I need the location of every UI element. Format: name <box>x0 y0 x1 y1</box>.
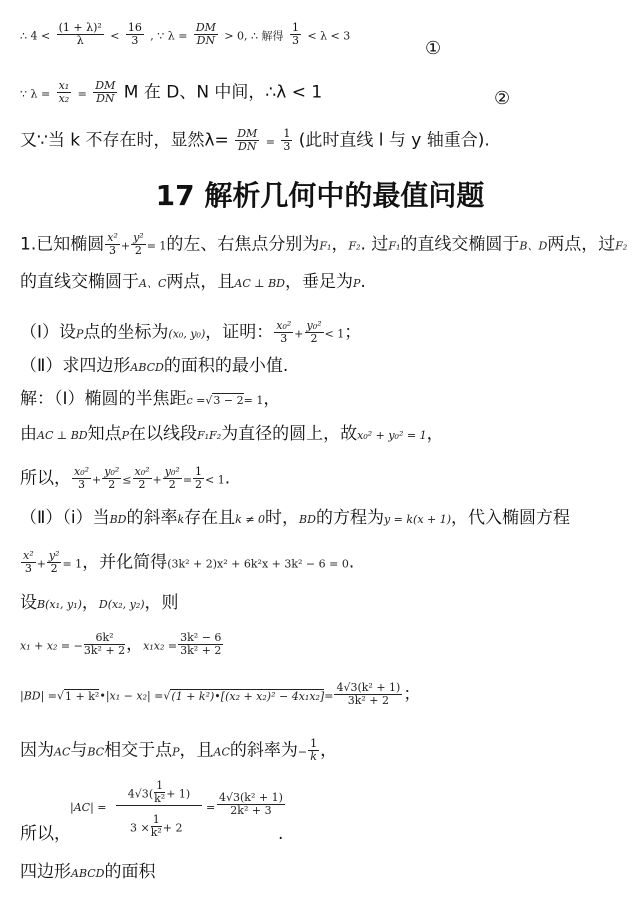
s10-pre: |AC| = <box>70 801 107 814</box>
s11-a: 四边形 <box>20 862 71 882</box>
ellipse-frac1: $\frac{\text{x²}}{3}$ <box>107 231 118 257</box>
s9-d: ，且 <box>179 740 214 761</box>
eq3-frac1: $\frac{DM}{DN}$ <box>237 127 258 153</box>
s7-sum-pre: x₁ + x₂ = − <box>20 639 83 653</box>
s4-bd: BD <box>109 513 127 526</box>
p-l1-c: . 过 <box>360 234 389 255</box>
ellipse-frac2: $\frac{\text{y²}}{2}$ <box>133 231 144 257</box>
f2: F₂ <box>348 239 361 253</box>
s10-end: . <box>278 824 284 844</box>
p-l2-a: 的直线交椭圆于 <box>20 272 139 292</box>
s6-b: ， <box>81 593 99 613</box>
s3-f5: $\frac{1}{2}$ <box>195 465 203 491</box>
part2-abcd: ABCD <box>130 361 164 374</box>
s8-frac: $\frac{\text{4√3(k² + 1)}}{\text{3k² + 2}}$ <box>336 681 401 707</box>
s3-plus1: + <box>92 473 102 487</box>
solution-line-3 <box>20 466 230 491</box>
part1-line <box>20 320 361 345</box>
eq1-frac3: $\frac{DM}{DN}$ <box>195 21 216 47</box>
solution-line-9 <box>20 738 337 763</box>
s7-sum-frac: $\frac{\text{6k²}}{\text{3k² + 2}}$ <box>83 631 126 657</box>
s5-eq: = 1 <box>62 557 83 571</box>
s9-a: 因为 <box>20 740 54 761</box>
s3-end: . <box>224 468 231 489</box>
s9-c: 相交于点 <box>104 740 173 761</box>
eq2-prefix: ∵ λ = <box>20 87 51 101</box>
s4-kne: k ≠ 0 <box>235 513 266 526</box>
s8-eq: = <box>324 689 334 703</box>
ac: A、C <box>139 277 167 290</box>
eq1-end: < λ < 3 <box>307 29 351 43</box>
sqrt-sign-3: √ <box>163 689 171 703</box>
s5-end: . <box>348 552 355 573</box>
s11-b: 的面积 <box>104 862 156 882</box>
s3-f2: $\frac{\text{y₀²}}{2}$ <box>104 465 120 491</box>
s3-a: 所以， <box>20 468 71 489</box>
s1-sqrt: 3 − 2 <box>213 394 244 407</box>
bd: B、D <box>519 239 548 253</box>
s9-end: ， <box>320 740 338 761</box>
s3-f4: $\frac{\text{y₀²}}{2}$ <box>164 465 180 491</box>
eq2-frac1: $\frac{\text{x₁}}{\text{x₂}}$ <box>58 79 70 105</box>
solution-line-1 <box>20 389 280 411</box>
s9-ac: AC <box>54 745 71 759</box>
circle-marker-1: ① <box>425 38 442 59</box>
s3-f1: $\frac{\text{x₀²}}{3}$ <box>74 465 90 491</box>
s3-f3: $\frac{\text{x₀²}}{2}$ <box>134 465 150 491</box>
s1-post: = 1 <box>243 394 264 407</box>
s10-a: 所以， <box>20 824 71 844</box>
s2-circle: x₀² + y₀² = 1 <box>357 429 427 442</box>
p-l1-d: 的直线交椭圆于 <box>400 234 520 255</box>
s4-d: 时， <box>265 508 300 528</box>
s5-quad: (3k² + 2)x² + 6k²x + 3k² − 6 = 0 <box>167 557 349 571</box>
solution-line-2 <box>20 424 444 446</box>
s4-k: k <box>177 513 185 526</box>
s9-bc: BC <box>87 745 105 759</box>
s4-e: 的方程为 <box>315 508 384 528</box>
eq1-frac1: $\frac{\text{(1 + λ)²}}{\lambda}$ <box>58 21 102 47</box>
s3-lt: < 1 <box>205 473 225 487</box>
part2-a: （Ⅱ）求四边形 <box>20 356 131 376</box>
s3-eq: = <box>182 473 193 487</box>
part1-frac2: $\frac{\text{y₀²}}{2}$ <box>306 319 322 345</box>
s2-e: ， <box>426 424 444 444</box>
equation-line-1 <box>20 22 350 47</box>
s7-prod-pre: x₁x₂ = <box>143 639 178 653</box>
p: P <box>352 277 361 290</box>
s4-f: ，代入椭圆方程 <box>451 508 571 528</box>
s10-eq: = <box>206 801 216 814</box>
solution-line-5 <box>20 550 354 575</box>
s6-c: ，则 <box>144 593 179 613</box>
s4-a: （Ⅱ）（ⅰ）当 <box>20 508 110 528</box>
part1-a: （Ⅰ）设 <box>20 322 77 343</box>
s8-pre: |BD| = <box>20 689 58 703</box>
eq3-frac2: $\frac{1}{3}$ <box>283 127 291 153</box>
s8-mid: •|x₁ − x₂| = <box>99 689 164 703</box>
solution-line-7 <box>20 632 224 657</box>
s9-ac2: AC <box>213 745 230 759</box>
s5-f1: $\frac{\text{x²}}{3}$ <box>23 549 34 575</box>
ellipse-eq: = 1 <box>146 239 167 253</box>
equation-line-3 <box>20 128 490 153</box>
eq1-frac2: $\frac{16}{3}$ <box>127 21 142 47</box>
f1b: F₁ <box>388 239 401 253</box>
s8-sq2: (1 + k²)•[(x₂ + x₂)² − 4x₁x₂] <box>171 689 325 703</box>
s9-e: 的斜率为 <box>229 740 298 761</box>
solution-line-6 <box>20 593 179 615</box>
f1: F₁ <box>319 239 332 253</box>
section-title: 17 解析几何中的最值问题 <box>155 179 485 212</box>
s2-b: 知点 <box>87 424 122 444</box>
p-l2-b: 两点，且 <box>166 272 235 292</box>
eq3-prefix: 又∵当 k 不存在时，显然λ= <box>20 130 229 151</box>
problem-line-1 <box>20 232 627 257</box>
eq3-eq: = <box>265 135 275 149</box>
solution-line-8 <box>20 682 420 707</box>
equation-line-2 <box>20 80 322 105</box>
s8-sq1: 1 + k² <box>65 689 100 703</box>
s7-prod-frac: $\frac{\text{3k² − 6}}{\text{3k² + 2}}$ <box>180 631 222 657</box>
s9-sign: − <box>297 745 308 759</box>
s10-bottom: 3 × $\frac{1}{\text{k²}}$ + 2 <box>130 813 183 839</box>
s5-plus: + <box>36 557 46 571</box>
s2-f: F₁F₂ <box>197 429 222 442</box>
part1-p: P <box>76 327 84 341</box>
eq3-text: (此时直线 l 与 y 轴重合). <box>298 130 490 151</box>
s8-end: ； <box>403 684 421 705</box>
s1-a: 解：（Ⅰ）椭圆的半焦距 <box>20 389 187 409</box>
part2-line <box>20 356 288 378</box>
s3-plus2: + <box>152 473 162 487</box>
s6-a: 设 <box>20 593 37 613</box>
problem-line-2 <box>20 272 366 294</box>
part1-coord: (x₀, y₀) <box>168 327 206 341</box>
s5-a: ，并化简得 <box>82 552 168 573</box>
s4-b: 的斜率 <box>126 508 178 528</box>
s2-p: P <box>121 429 130 442</box>
solution-line-4 <box>20 508 570 530</box>
f2b: F₂ <box>615 239 628 253</box>
part1-end: ； <box>344 322 362 343</box>
eq1-mid: , ∵ λ = <box>150 29 188 43</box>
s7-sep: ， <box>126 634 144 655</box>
p-l1-comma: ， <box>331 234 349 255</box>
s2-perp: AC ⊥ BD <box>37 429 88 442</box>
eq1-prefix: ∴ 4 < <box>20 29 51 43</box>
s9-slope: $\frac{1}{k}$ <box>310 737 318 763</box>
s9-b: 与 <box>70 740 88 761</box>
eq2-text: M 在 D、N 中间，∴λ < 1 <box>123 82 323 103</box>
s6-d1: D(x₂, y₂) <box>98 598 145 611</box>
eq2-frac2: $\frac{DM}{DN}$ <box>95 79 116 105</box>
part1-c: ，证明： <box>205 322 274 343</box>
s6-b1: B(x₁, y₁) <box>37 598 82 611</box>
part2-b: 的面积的最小值. <box>163 356 289 376</box>
eq1-frac4: $\frac{1}{3}$ <box>291 21 299 47</box>
s1-b: ， <box>263 389 281 409</box>
sqrt-sign: √ <box>205 394 213 407</box>
s1-pre: c = <box>186 394 206 407</box>
p-l2-d: . <box>360 272 366 292</box>
eq1-gt: > 0, ∴ 解得 <box>224 29 284 43</box>
s10-frac: $\frac{\text{4√3(k² + 1)}}{\text{2k² + 3}}$ <box>219 791 283 817</box>
p-l1-b: 的左、右焦点分别为 <box>166 234 320 255</box>
s11-abcd: ABCD <box>71 867 105 880</box>
part1-b: 点的坐标为 <box>83 322 169 343</box>
s5-f2: $\frac{\text{y²}}{2}$ <box>48 549 60 575</box>
s2-c: 在以线段 <box>129 424 198 444</box>
s4-line: y = k(x + 1) <box>383 513 452 526</box>
p-l2-c: ，垂足为 <box>284 272 353 292</box>
part1-lt: < 1 <box>324 327 345 341</box>
s9-p: P <box>172 745 180 759</box>
circle-marker-2: ② <box>494 88 511 109</box>
ellipse-plus: + <box>120 239 131 253</box>
part1-frac1: $\frac{\text{x₀²}}{3}$ <box>276 319 292 345</box>
eq2-eq: = <box>77 87 87 101</box>
eq1-lt: < <box>110 29 120 43</box>
s2-a: 由 <box>20 424 37 444</box>
p-l1-a: 1.已知椭圆 <box>20 234 105 255</box>
s3-le: ≤ <box>122 473 132 487</box>
p-l1-e: 两点，过 <box>547 234 616 255</box>
s4-bd2: BD <box>299 513 316 526</box>
part1-plus: + <box>294 327 304 341</box>
s10-top: 4√3( $\frac{1}{\text{k²}}$ + 1) <box>116 780 202 806</box>
sqrt-sign-2: √ <box>57 689 65 703</box>
perp: AC ⊥ BD <box>234 277 285 290</box>
s4-c: 存在且 <box>184 508 236 528</box>
solution-line-11 <box>20 862 155 884</box>
s2-d: 为直径的圆上，故 <box>221 424 358 444</box>
